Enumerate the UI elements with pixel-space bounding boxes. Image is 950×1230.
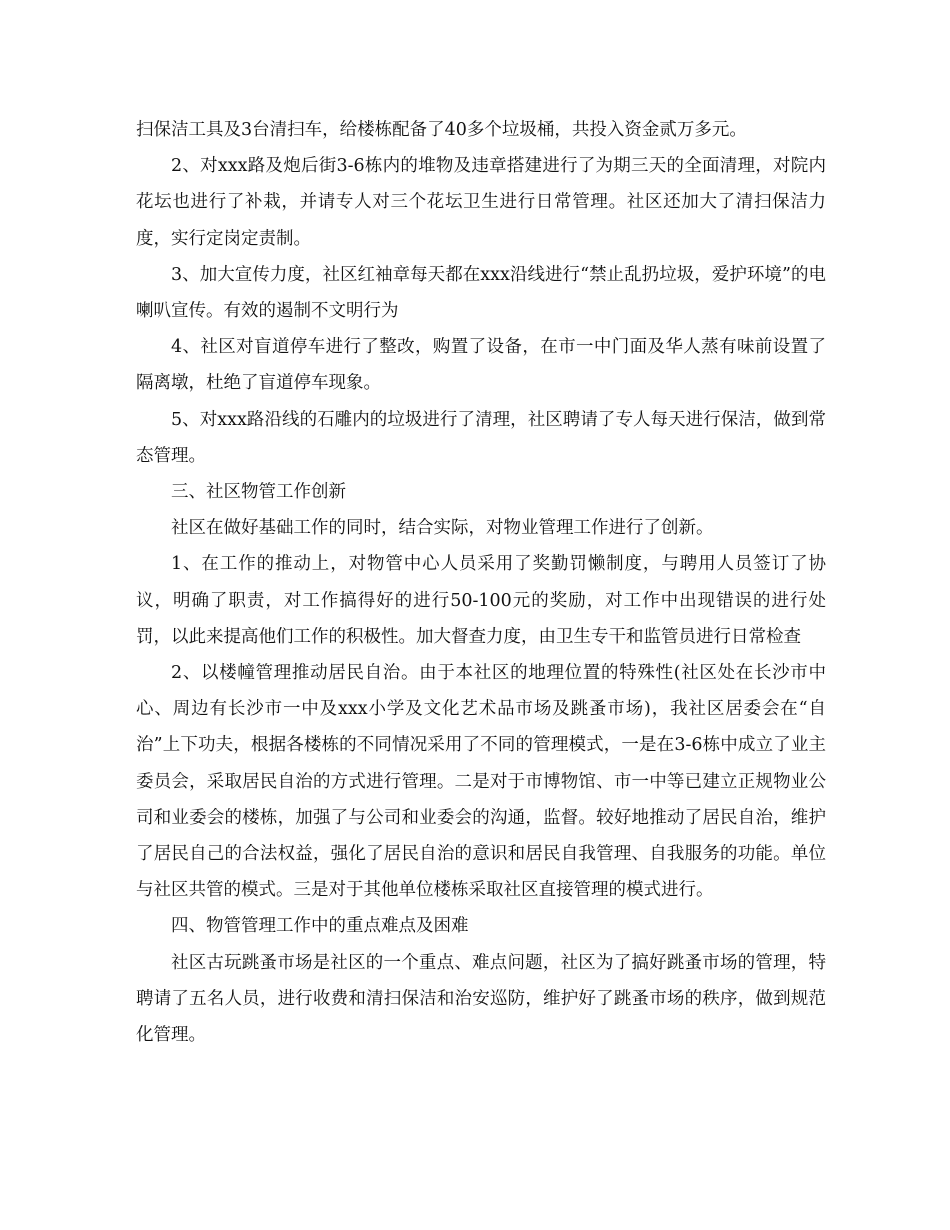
- paragraph-2: 2、对xxx路及炮后街3-6栋内的堆物及违章搭建进行了为期三天的全面清理，对院内花坛也进行了补栽，并请专人对三个花坛卫生进行日常管理。社区还加大了清扫保洁力度，实行定岗定责制。: [136, 156, 826, 249]
- paragraph-5: 5、对xxx路沿线的石雕内的垃圾进行了清理，社区聘请了专人每天进行保洁，做到常态管理。: [136, 409, 826, 466]
- paragraph-4: 4、社区对盲道停车进行了整改，购置了设备，在市一中门面及华人蒸有味前设置了隔离墩，杜绝了盲道停车现象。: [136, 337, 826, 394]
- paragraph-6: 社区在做好基础工作的同时，结合实际，对物业管理工作进行了创新。: [171, 518, 714, 539]
- document-body: [136, 112, 826, 1053]
- section-heading-4: 四、物管管理工作中的重点难点及困难: [171, 916, 469, 937]
- paragraph-7: 1、在工作的推动上，对物管中心人员采用了奖勤罚懒制度，与聘用人员签订了协议，明确了职责，对工作搞得好的进行50-100元的奖励，对工作中出现错误的进行处罚，以此来提高他们工作的积极性。加大督查力度，由卫生专干和监管员进行日常检查: [136, 554, 826, 647]
- paragraph-1: 扫保洁工具及3台清扫车，给楼栋配备了40多个垃圾桶，共投入资金贰万多元。: [136, 120, 747, 140]
- paragraph-9: 社区古玩跳蚤市场是社区的一个重点、难点问题，社区为了搞好跳蚤市场的管理，特聘请了五名人员，进行收费和清扫保洁和治安巡防，维护好了跳蚤市场的秩序，做到规范化管理。: [136, 952, 826, 1046]
- paragraph-3: 3、加大宣传力度，社区红袖章每天都在xxx沿线进行“禁止乱扔垃圾，爱护环境”的电喇叭宣传。有效的遏制不文明行为: [136, 264, 826, 322]
- section-heading-3: 三、社区物管工作创新: [171, 482, 346, 503]
- paragraph-8: 2、以楼幢管理推动居民自治。由于本社区的地理位置的特殊性(社区处在长沙市中心、周边有长沙市一中及xxx小学及文化艺术品市场及跳蚤市场)，我社区居委会在“自治”上下功夫，根据各楼栋的不同情况采用了不同的管理模式，一是在3-6栋中成立了业主委员会，采取居民自治的方式进行管理。二是对于市博物馆、市一中等已建立正规物业公司和业委会的楼栋，加强了与公司和业委会的沟通，监督。较好地推动了居民自治，维护了居民自己的合法权益，强化了居民自治的意识和居民自我管理、自我服务的功能。单位与社区共管的模式。三是对于其他单位楼栋采取社区直接管理的模式进行。: [136, 663, 826, 901]
